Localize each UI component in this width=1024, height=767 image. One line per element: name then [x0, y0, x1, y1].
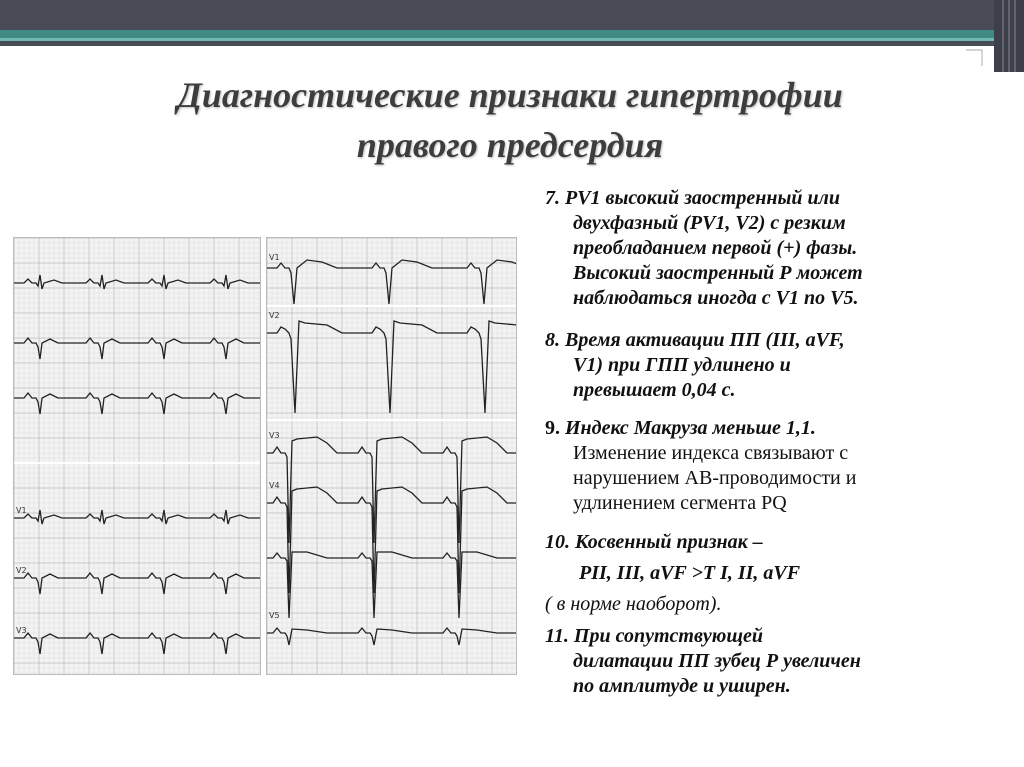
- criterion-11: [545, 624, 1005, 699]
- ecg-left-panel: [13, 237, 261, 675]
- header-bar: [0, 0, 1024, 46]
- criterion-11-line3: по амплитуде и уширен.: [573, 675, 791, 697]
- criterion-10: [545, 530, 1005, 617]
- ecg-right-lead-label: V3: [269, 431, 280, 440]
- criterion-10-line2: PII, III, aVF >T I, II, aVF: [579, 562, 801, 584]
- decorative-lines: [1000, 0, 1018, 72]
- ecg-left-strip: [14, 238, 260, 674]
- ecg-left-lead-label: V2: [16, 566, 27, 575]
- criterion-9-line4: удлинением сегмента PQ: [573, 492, 787, 514]
- ecg-left-lead-label: V3: [16, 626, 27, 635]
- ecg-right-strip: [267, 238, 516, 674]
- criterion-8-line3: превышает 0,04 с.: [573, 379, 736, 401]
- ecg-right-lead-label: V5: [269, 611, 280, 620]
- criterion-10-number: 10.: [545, 531, 570, 553]
- criterion-8: [545, 328, 1005, 403]
- criterion-11-line2: дилатации ПП зубец Р увеличен: [573, 650, 861, 672]
- ecg-right-panel: [266, 237, 517, 675]
- criterion-11-number: 11.: [545, 625, 569, 647]
- criterion-9-line3: нарушением АВ-проводимости и: [573, 467, 857, 489]
- criterion-9: [545, 416, 1005, 516]
- criterion-7-line3: преобладанием первой (+) фазы.: [573, 237, 858, 259]
- criterion-8-line2: V1) при ГПП удлинено и: [573, 354, 791, 376]
- title-line-2: правого предсердия: [356, 125, 664, 165]
- corner-bracket-icon: [964, 48, 984, 68]
- criterion-10-line1: Косвенный признак –: [575, 531, 763, 553]
- ecg-right-lead-label: V1: [269, 253, 280, 262]
- criterion-9-line1: Индекс Макруза меньше 1,1.: [565, 417, 816, 439]
- header-accent-stripe: [0, 30, 1024, 38]
- criterion-7-line1: PV1 высокий заостренный или: [565, 187, 840, 209]
- criterion-8-number: 8.: [545, 329, 560, 351]
- criterion-7-line4: Высокий заостренный Р может: [573, 262, 863, 284]
- criterion-10-line3: ( в норме наоборот).: [545, 593, 722, 615]
- criterion-9-line2: Изменение индекса связывают с: [573, 442, 849, 464]
- criterion-11-line1: При сопутствующей: [573, 625, 764, 647]
- header-accent-line: [0, 38, 1024, 41]
- criterion-7-line5: наблюдаться иногда с V1 по V5.: [573, 287, 859, 309]
- title-line-1: Диагностические признаки гипертрофии: [177, 75, 843, 115]
- slide-title: [60, 70, 960, 170]
- criterion-7: [545, 186, 1005, 311]
- ecg-left-lead-label: V1: [16, 506, 27, 515]
- criterion-7-line2: двухфазный (PV1, V2) с резким: [573, 212, 846, 234]
- decorative-side-strip: [994, 0, 1024, 72]
- ecg-right-lead-label: V2: [269, 311, 280, 320]
- ecg-right-lead-label: V4: [269, 481, 280, 490]
- criterion-9-number: 9.: [545, 417, 560, 439]
- criterion-7-number: 7.: [545, 187, 560, 209]
- criterion-8-line1: Время активации ПП (III, aVF,: [565, 329, 845, 351]
